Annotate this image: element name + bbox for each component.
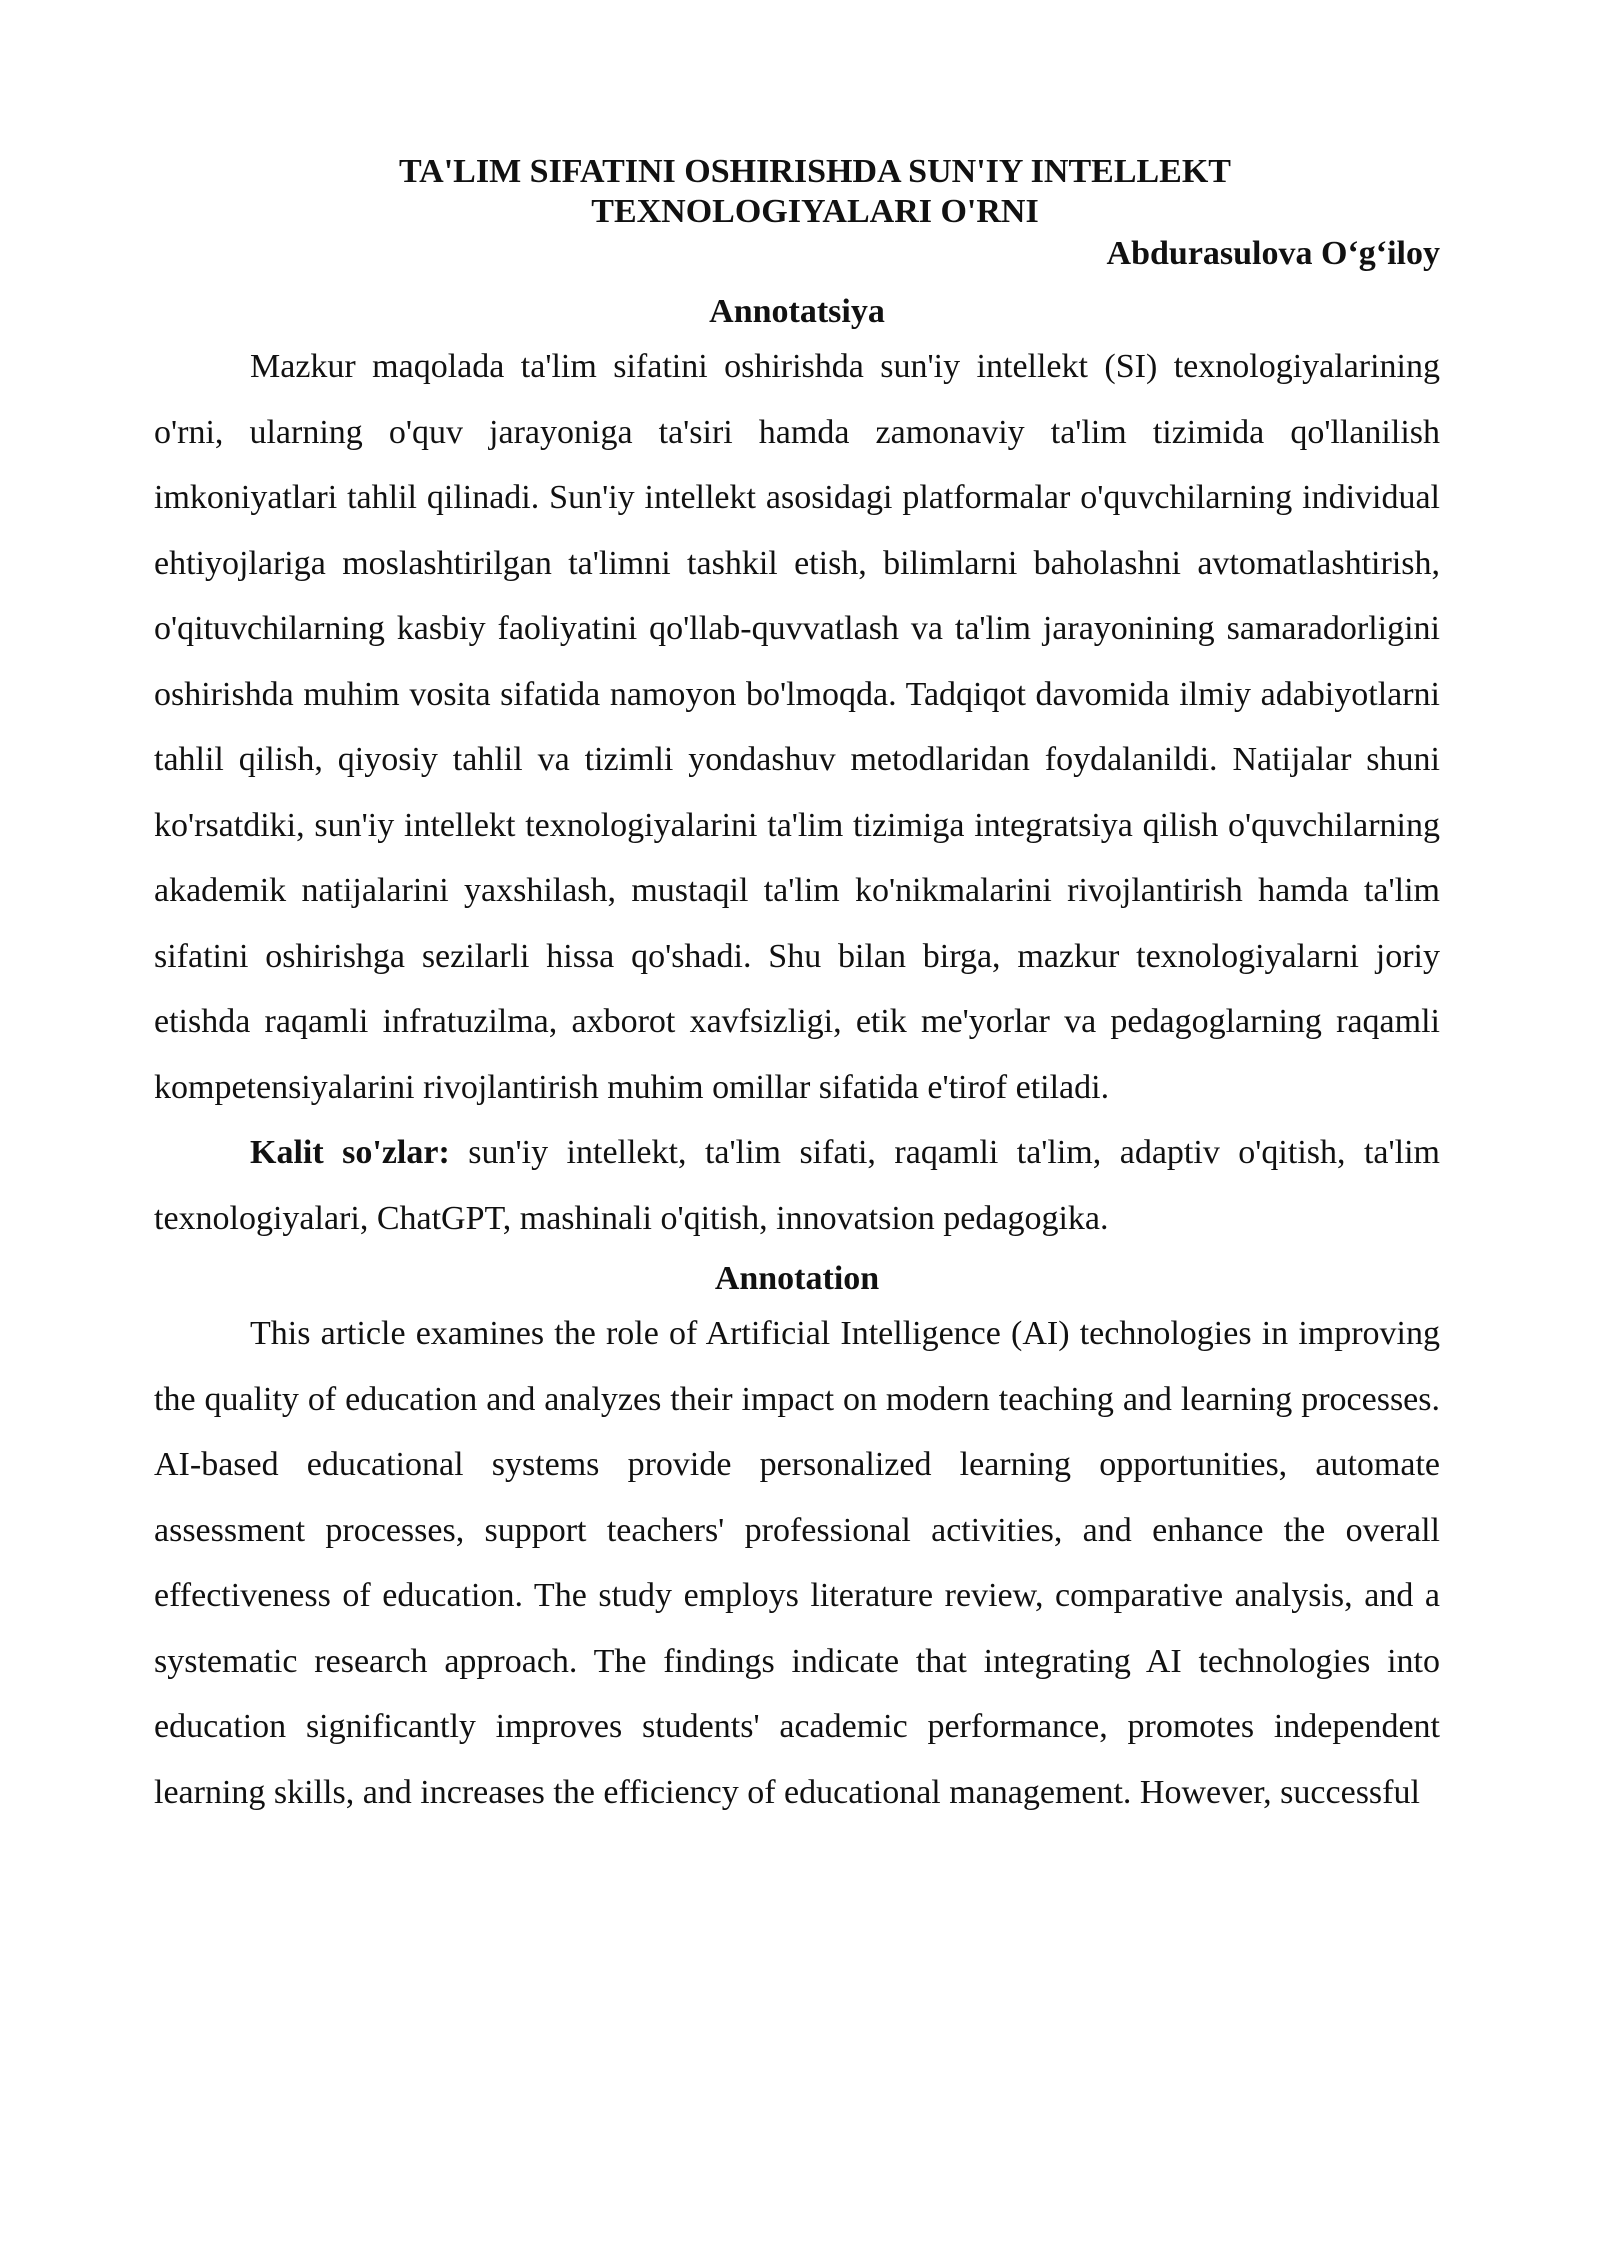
uzbek-abstract-text: Mazkur maqolada ta'lim sifatini oshirishda sun'iy intellekt (SI) texnologiyalarining o'rni, ularning o'quv jarayoniga ta'siri hamda zamonaviy ta'lim tizimida qo'llanilish imkoniyatlari tahlil qilinadi. Sun'iy intellekt asosidagi platformalar o'quvchilarning individual ehtiyojlariga moslashtirilgan ta'limni tashkil etish, bilimlarni baholashni avtomatlashtirish, o'qituvchilarning kasbiy faoliyatini qo'llab-quvvatlash va ta'lim jarayonining samaradorligini oshirishda muhim vosita sifatida namoyon bo'lmoqda. Tadqiqot davomida ilmiy adabiyotlarni tahlil qilish, qiyosiy tahlil va tizimli yondashuv metodlaridan foydalanildi. Natijalar shuni ko'rsatdiki, sun'iy intellekt texnologiyalarini ta'lim tizimiga integratsiya qilish o'quvchilarning akademik natijalarini yaxshilash, mustaqil ta'lim ko'nikmalarini rivojlantirish hamda ta'lim sifatini oshirishga sezilarli hissa qo'shadi. Shu bilan birga, mazkur texnologiyalarni joriy etishda raqamli infratuzilma, axborot xavfsizligi, etik me'yorlar va pedagoglarning raqamli kompetensiyalarini rivojlantirish muhim omillar sifatida e'tirof etiladi. [154,348,1440,1106]
keywords-paragraph [154,1120,1440,1251]
title-line-1: TA'LIM SIFATINI OSHIRISHDA SUN'IY INTELLEKT [399,153,1231,190]
article-title [154,152,1440,232]
title-line-2: TEXNOLOGIYALARI O'RNI [591,193,1039,230]
keywords-text: sun'iy intellekt, ta'lim sifati, raqamli ta'lim, adaptiv o'qitish, ta'lim texnologiyalari, ChatGPT, mashinali o'qitish, innovatsion pedagogika. [154,1134,1440,1237]
keywords-label: Kalit so'zlar: [250,1134,450,1171]
uzbek-abstract-heading: Annotatsiya [709,293,885,330]
english-abstract-heading: Annotation [714,1260,880,1297]
author-name: Abdurasulova O‘g‘iloy [1106,235,1440,272]
document-page [154,152,1440,1825]
english-abstract-text: This article examines the role of Artificial Intelligence (AI) technologies in improving the quality of education and analyzes their impact on modern teaching and learning processes. AI-based educational systems provide personalized learning opportunities, automate assessment processes, support teachers' professional activities, and enhance the overall effectiveness of education. The study employs literature review, comparative analysis, and a systematic research approach. The findings indicate that integrating AI technologies into education significantly improves students' academic performance, promotes independent learning skills, and increases the efficiency of educational management. However, successful [154,1315,1440,1811]
